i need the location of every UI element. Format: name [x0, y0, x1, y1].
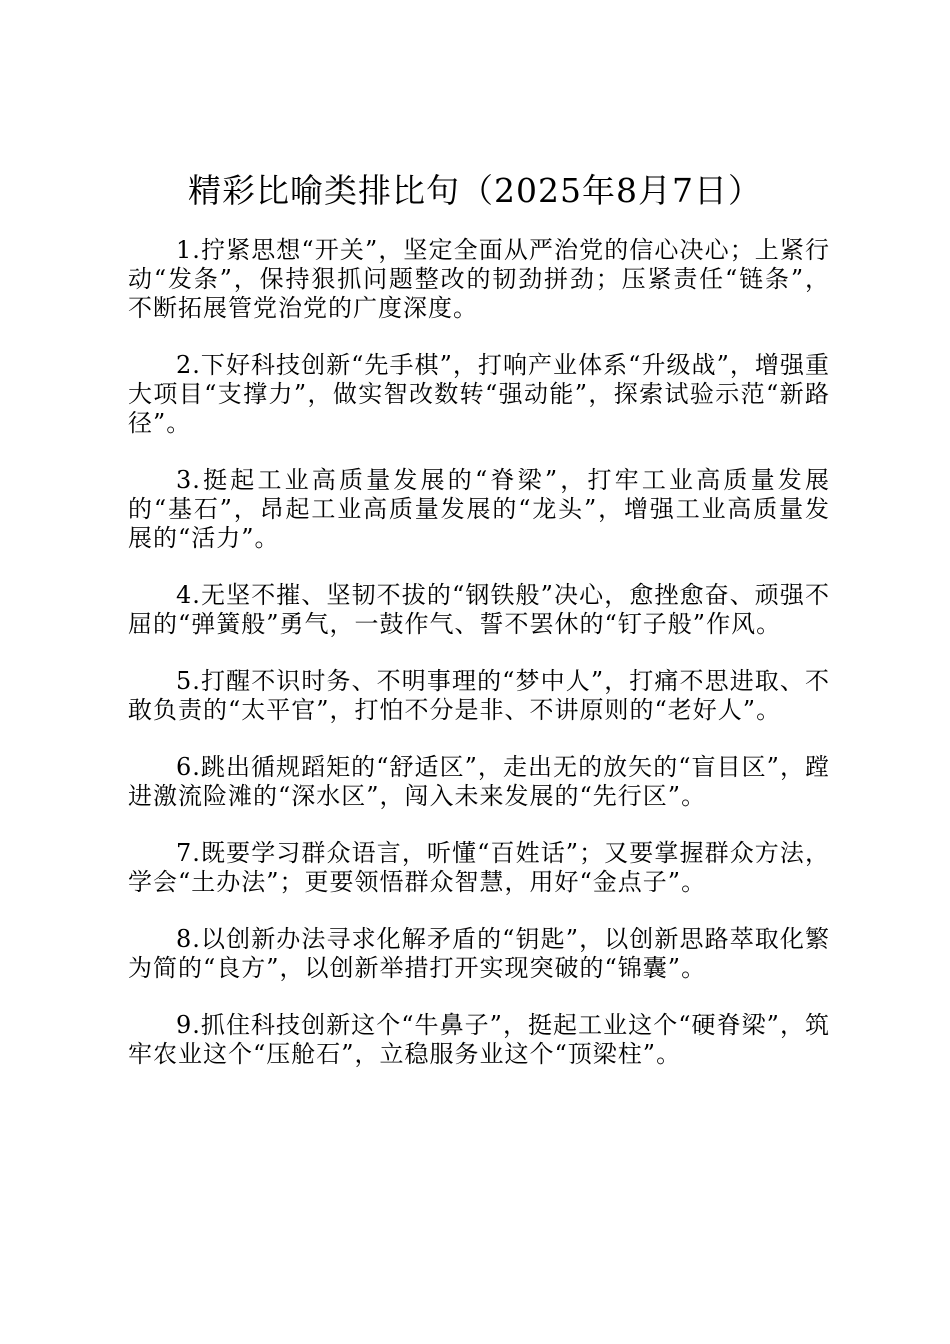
- item-list: [128, 236, 830, 1097]
- list-item: 6.跳出循规蹈矩的“舒适区”，走出无的放矢的“盲目区”，蹚进激流险滩的“深水区”，闯入未来发展的“先行区”。: [128, 753, 830, 810]
- list-item: 3.挺起工业高质量发展的“脊梁”，打牢工业高质量发展的“基石”，昂起工业高质量发展的“龙头”，增强工业高质量发展的“活力”。: [128, 466, 830, 552]
- document-title: 精彩比喻类排比句（2025年8月7日）: [188, 171, 762, 210]
- list-item: 1.拧紧思想“开关”，坚定全面从严治党的信心决心；上紧行动“发条”，保持狠抓问题整改的韧劲拼劲；压紧责任“链条”，不断拓展管党治党的广度深度。: [128, 236, 830, 322]
- list-item: 4.无坚不摧、坚韧不拔的“钢铁般”决心，愈挫愈奋、顽强不屈的“弹簧般”勇气，一鼓作气、誓不罢休的“钉子般”作风。: [128, 581, 830, 638]
- list-item: 7.既要学习群众语言，听懂“百姓话”；又要掌握群众方法，学会“土办法”；更要领悟群众智慧，用好“金点子”。: [128, 839, 830, 896]
- list-item: 2.下好科技创新“先手棋”，打响产业体系“升级战”，增强重大项目“支撑力”，做实智改数转“强动能”，探索试验示范“新路径”。: [128, 351, 830, 437]
- list-item: 8.以创新办法寻求化解矛盾的“钥匙”，以创新思路萃取化繁为简的“良方”，以创新举措打开实现突破的“锦囊”。: [128, 925, 830, 982]
- list-item: 9.抓住科技创新这个“牛鼻子”，挺起工业这个“硬脊梁”，筑牢农业这个“压舱石”，立稳服务业这个“顶梁柱”。: [128, 1011, 830, 1068]
- list-item: 5.打醒不识时务、不明事理的“梦中人”，打痛不思进取、不敢负责的“太平官”，打怕不分是非、不讲原则的“老好人”。: [128, 667, 830, 724]
